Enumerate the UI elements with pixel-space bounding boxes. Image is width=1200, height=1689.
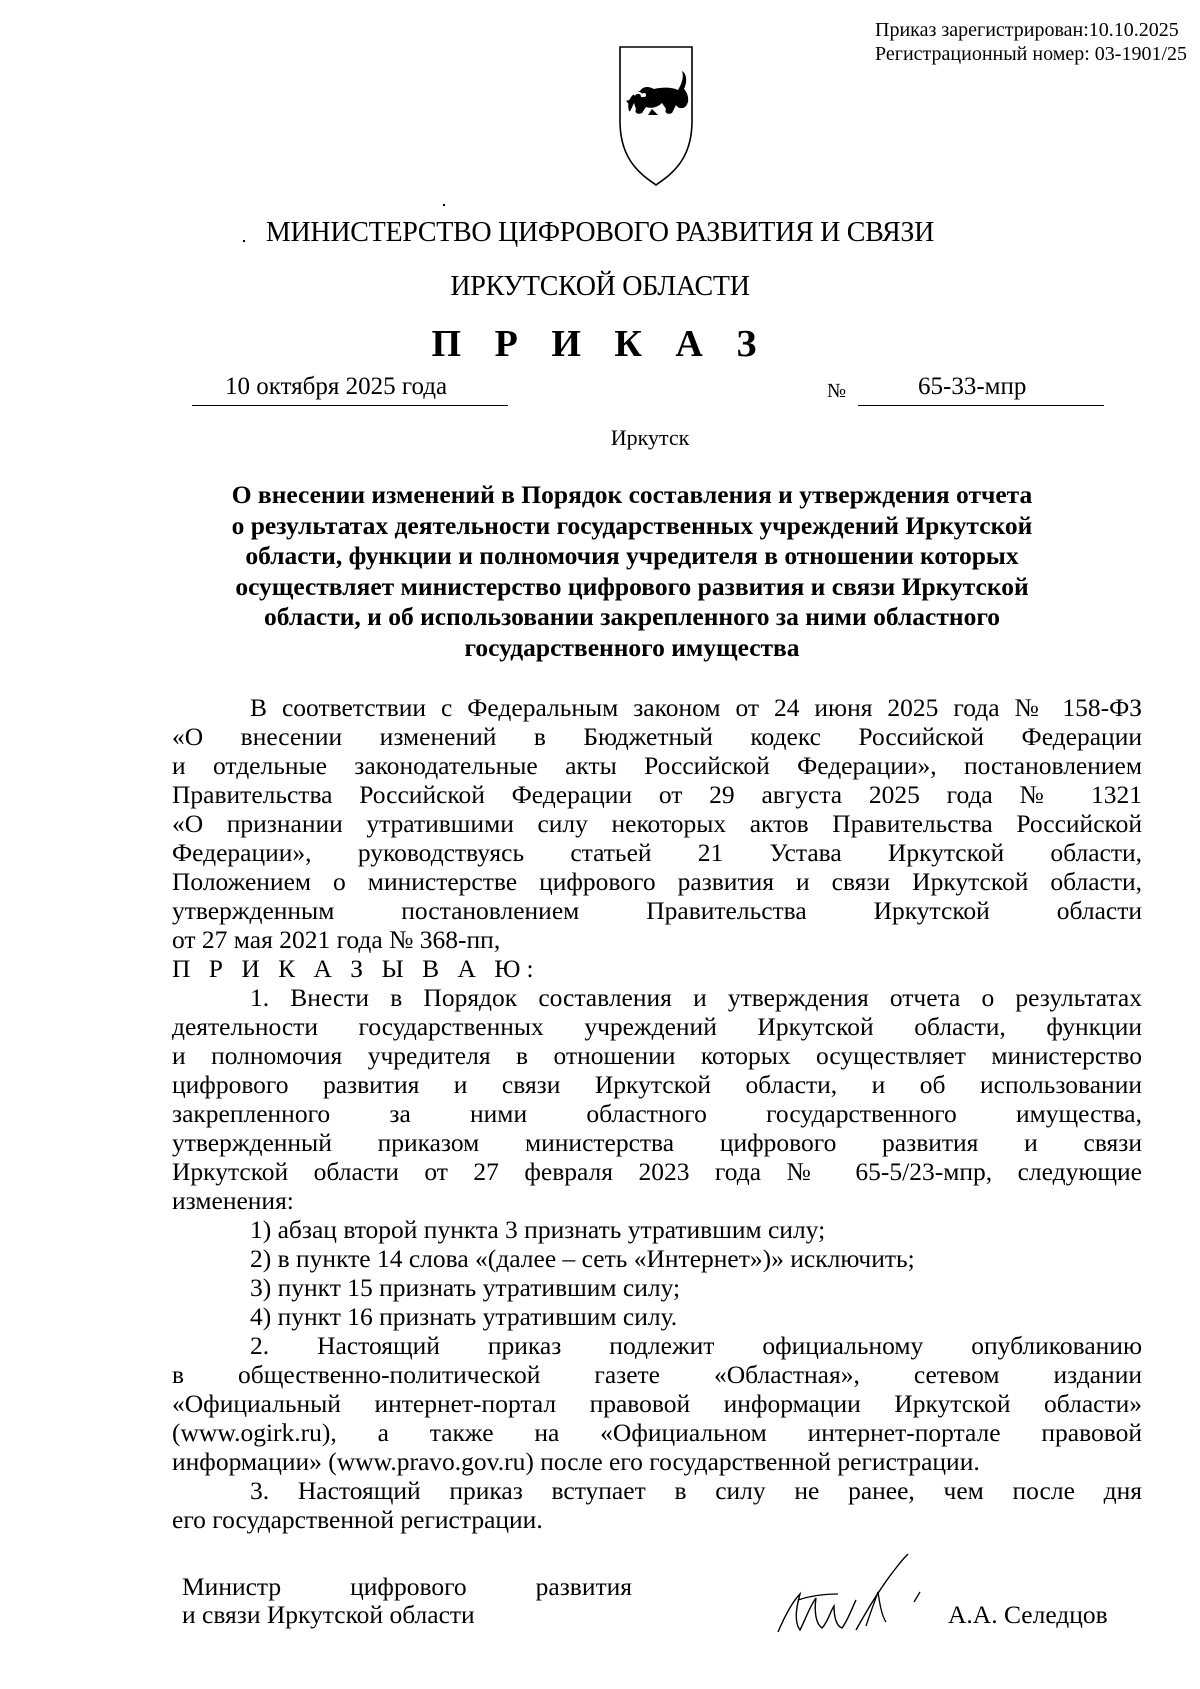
item-1-subitem: 2) в пункте 14 слова «(далее – сеть «Интернет»)» исключить; (250, 1244, 915, 1273)
irkutsk-coat-of-arms-icon (612, 43, 700, 189)
item-1-line: изменения: (172, 1186, 294, 1215)
preamble-line: В соответствии с Федеральным законом от 24 июня 2025 года № 158-ФЗ (250, 693, 1142, 722)
item-3-line: его государственной регистрации. (172, 1505, 543, 1534)
preamble-line: Положением о министерстве цифрового развития и связи Иркутской области, (172, 867, 1142, 896)
handwritten-signature (770, 1548, 940, 1638)
document-date: 10 октября 2025 года (225, 373, 448, 400)
item-1-line: закрепленного за ними областного государственного имущества, (172, 1099, 1142, 1128)
item-1-subitem: 4) пункт 16 признать утратившим силу. (250, 1302, 678, 1331)
item-3-line: 3. Настоящий приказ вступает в силу не ранее, чем после дня (250, 1476, 1142, 1505)
number-sign: № (827, 380, 847, 402)
preamble-line: от 27 мая 2021 года № 368-пп, (172, 925, 501, 954)
ministry-name-line-2: ИРКУТСКОЙ ОБЛАСТИ (450, 271, 750, 302)
preamble-line: Федерации», руководствуясь статьей 21 Устава Иркутской области, (172, 838, 1142, 867)
document-number: 65-33-мпр (918, 373, 1027, 400)
item-1-subitem: 3) пункт 15 признать утратившим силу; (250, 1273, 681, 1302)
subject-line: области, и об использовании закрепленного за ними областного (263, 602, 1001, 631)
ministry-name-line-1: МИНИСТЕРСТВО ЦИФРОВОГО РАЗВИТИЯ И СВЯЗИ (265, 217, 935, 248)
order-word: П Р И К А З Ы В А Ю: (172, 954, 540, 983)
preamble-line: Правительства Российской Федерации от 29 августа 2025 года № 1321 (172, 780, 1142, 809)
city-name: Иркутск (610, 425, 690, 450)
preamble-line: и отдельные законодательные акты Российской Федерации», постановлением (172, 751, 1142, 780)
subject-line: О внесении изменений в Порядок составления и утверждения отчета (231, 480, 1033, 509)
item-2-line: в общественно-политической газете «Областная», сетевом издании (172, 1360, 1142, 1389)
signatory-name: А.А. Селедцов (948, 1600, 1108, 1629)
signatory-position (182, 1573, 632, 1629)
item-1-line: и полномочия учредителя в отношении которых осуществляет министерство (172, 1041, 1142, 1070)
registration-stamp (875, 18, 1187, 66)
preamble-line: «О признании утратившими силу некоторых актов Правительства Российской (172, 809, 1142, 838)
preamble-line: «О внесении изменений в Бюджетный кодекс Российской Федерации (172, 722, 1142, 751)
subject-line: осуществляет министерство цифрового развития и связи Иркутской (235, 571, 1029, 601)
item-2-line: 2. Настоящий приказ подлежит официальному опубликованию (250, 1331, 1142, 1360)
item-1-subitem: 1) абзац второй пункта 3 признать утратившим силу; (250, 1215, 826, 1244)
item-2-line: (www.ogirk.ru), а также на «Официальном интернет-портале правовой (172, 1418, 1142, 1447)
registration-number: Регистрационный номер: 03-1901/25 (875, 43, 1187, 65)
subject-line: государственного имущества (464, 632, 800, 662)
item-1-line: 1. Внести в Порядок составления и утверждения отчета о результатах (250, 983, 1142, 1012)
document-body (172, 693, 1142, 1534)
item-1-line: Иркутской области от 27 февраля 2023 года № 65-5/23-мпр, следующие (172, 1157, 1142, 1186)
item-1-line: цифрового развития и связи Иркутской области, и об использовании (172, 1070, 1142, 1099)
registration-date: Приказ зарегистрирован:10.10.2025 (875, 19, 1179, 41)
signatory-position-line: Министр цифрового развития (182, 1572, 632, 1601)
item-1-line: деятельности государственных учреждений Иркутской области, функции (172, 1012, 1142, 1041)
document-subject (172, 480, 1092, 663)
item-2-line: «Официальный интернет-портал правовой информации Иркутской области» (172, 1389, 1142, 1418)
item-1-line: утвержденный приказом министерства цифрового развития и связи (172, 1128, 1142, 1157)
signatory-position-line: и связи Иркутской области (182, 1600, 475, 1629)
document-type-title: П Р И К А З (431, 323, 769, 365)
preamble-line: утвержденным постановлением Правительства Иркутской области (172, 896, 1142, 925)
subject-line: о результатах деятельности государственных учреждений Иркутской (231, 510, 1033, 540)
item-2-line: информации» (www.pravo.gov.ru) после его государственной регистрации. (172, 1447, 980, 1476)
subject-line: области, функции и полномочия учредителя в отношении которых (245, 541, 1019, 570)
scan-speck (443, 204, 445, 206)
